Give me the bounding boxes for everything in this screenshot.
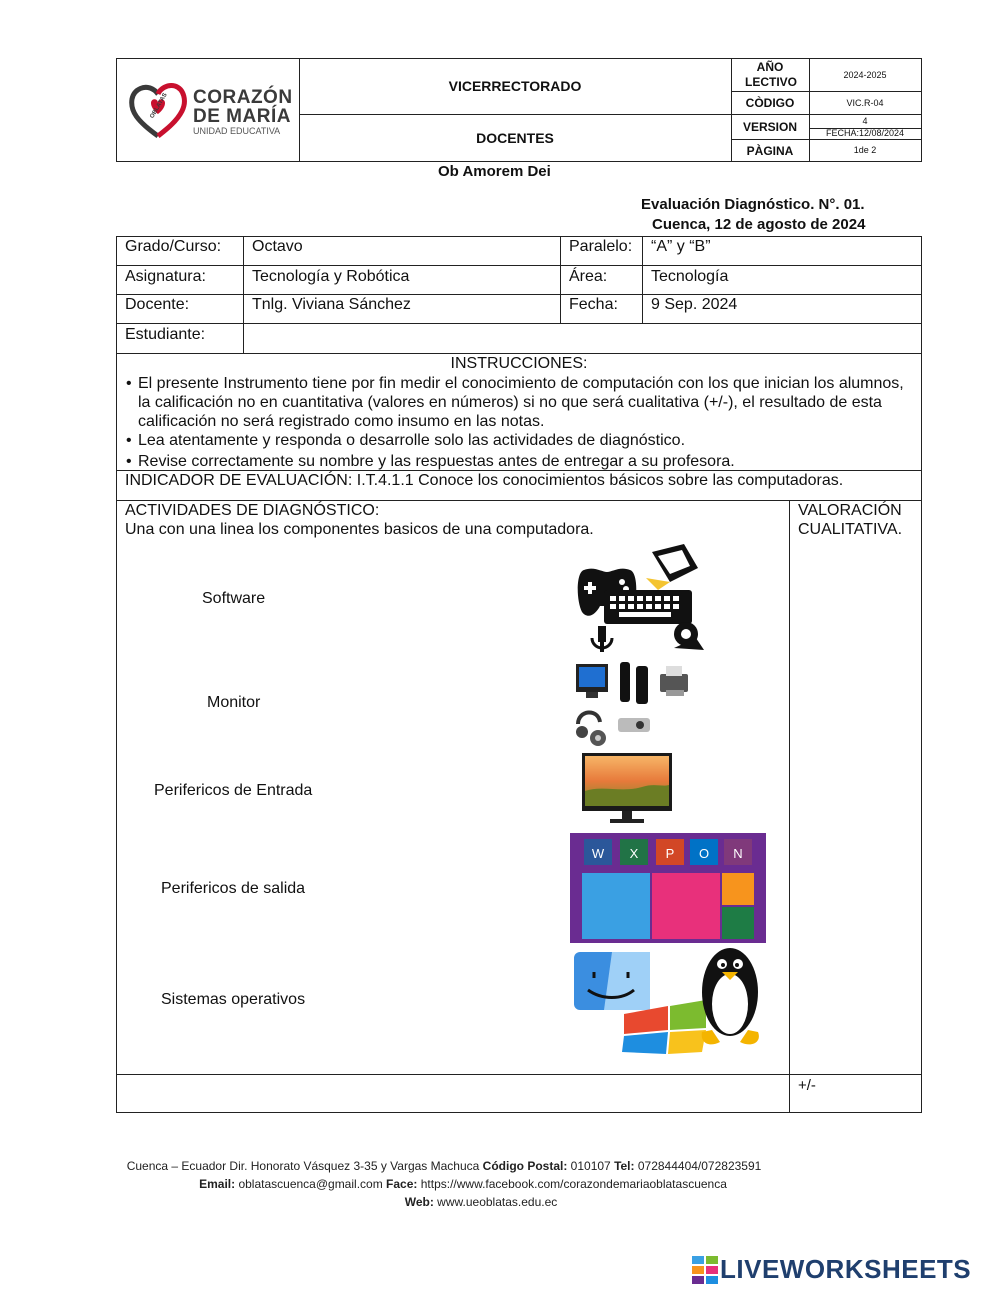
subject-value: Tecnología y Robótica <box>252 268 410 285</box>
instruction-item: • El presente Instrumento tiene por fin medir el conocimiento de computación con los que inician los alumnos, la calificación no en cuantitativa (valores en números) si no que será cualitativa (+/-), el resultado de esta calificación no será registrado como insumo en las notas. <box>124 374 916 431</box>
logo-line2: DE MARÍA <box>193 106 291 127</box>
operating-systems-image[interactable] <box>572 942 764 1054</box>
field-value-year: 2024-2025 <box>843 70 887 80</box>
logo-badge: OBLATAS <box>149 92 169 120</box>
logo-line1: CORAZÓN <box>193 87 293 108</box>
field-value-page: 1de 2 <box>853 145 877 155</box>
footer-address <box>0 1157 944 1175</box>
subject-label: Asignatura: <box>125 268 206 285</box>
teacher-value: Tnlg. Viviana Sánchez <box>252 296 411 313</box>
field-label-page: PÀGINA <box>746 144 794 158</box>
date-value: 9 Sep. 2024 <box>651 296 738 313</box>
logo-line3: UNIDAD EDUCATIVA <box>193 126 281 136</box>
grade-label: Grado/Curso: <box>125 238 222 255</box>
liveworksheets-logo-icon <box>692 1256 718 1284</box>
term-monitor[interactable]: Monitor <box>207 694 261 711</box>
svg-text:O: O <box>698 846 710 861</box>
term-software[interactable]: Software <box>202 590 266 607</box>
svg-text:P: P <box>665 846 675 861</box>
footer-address-text: Cuenca – Ecuador Dir. Honorato Vásquez 3-35 y Vargas Machuca <box>126 1159 483 1173</box>
liveworksheets-watermark <box>692 1254 971 1285</box>
grade-value: Octavo <box>252 238 303 255</box>
activities-title: ACTIVIDADES DE DIAGNÓSTICO: <box>125 502 380 519</box>
footer-web <box>0 1193 981 1211</box>
evaluation-indicator: INDICADOR DE EVALUACIÓN: I.T.4.1.1 Conoce los conocimientos básicos sobre las computadoras. <box>125 472 844 489</box>
instructions-title: INSTRUCCIONES: <box>450 355 588 372</box>
footer-facebook-link[interactable]: https://www.facebook.com/corazondemariaoblatascuenca <box>417 1177 727 1191</box>
footer-tel: 072844404/072823591 <box>634 1159 762 1173</box>
footer-postal-label: Código Postal: <box>482 1159 568 1173</box>
student-field[interactable] <box>250 326 914 348</box>
grading-title-1: VALORACIÓN <box>798 502 902 519</box>
office-title: VICERRECTORADO <box>448 78 582 94</box>
date-label: Fecha: <box>569 296 618 313</box>
area-value: Tecnología <box>651 268 729 285</box>
instruction-item: • Lea atentamente y responda o desarrolle solo las actividades de diagnóstico. <box>124 431 916 450</box>
output-peripherals-image[interactable] <box>574 660 694 748</box>
footer-contact <box>0 1175 963 1193</box>
footer-postal-code: 010107 <box>567 1159 615 1173</box>
input-peripherals-image[interactable] <box>574 542 708 654</box>
field-label-version: VERSION <box>742 120 797 134</box>
term-output-peripherals[interactable]: Perifericos de salida <box>161 880 306 897</box>
activities-prompt: Una con una linea los componentes basicos de una computadora. <box>125 521 594 538</box>
field-label-code: CÒDIGO <box>745 96 795 110</box>
monitor-image[interactable] <box>582 753 672 827</box>
motto: Ob Amorem Dei <box>438 163 551 180</box>
parallel-label: Paralelo: <box>569 238 633 255</box>
footer-tel-label: Tel: <box>614 1159 635 1173</box>
software-image[interactable] <box>570 833 766 943</box>
field-value-version-date: FECHA:12/08/2024 <box>825 128 905 138</box>
instructions-list <box>124 374 916 471</box>
parallel-value: “A” y “B” <box>651 238 711 255</box>
watermark-text: LIVEWORKSHEETS <box>720 1254 972 1284</box>
term-input-peripherals[interactable]: Perifericos de Entrada <box>154 782 313 799</box>
document-header <box>116 58 922 162</box>
field-label-year: AÑO LECTIVO <box>745 60 798 89</box>
footer-web-link[interactable]: www.ueoblatas.edu.ec <box>433 1195 558 1209</box>
area-label: Área: <box>569 268 608 285</box>
svg-text:X: X <box>629 846 639 861</box>
svg-text:W: W <box>591 846 605 861</box>
field-value-version: 4 <box>862 116 868 126</box>
student-label: Estudiante: <box>125 326 206 343</box>
school-logo <box>127 81 295 141</box>
instruction-item: • Revise correctamente su nombre y las respuestas antes de entregar a su profesora. <box>124 452 916 471</box>
footer-email-label: Email: <box>199 1177 236 1191</box>
teacher-label: Docente: <box>125 296 190 313</box>
svg-text:N: N <box>733 846 743 861</box>
footer-face-label: Face: <box>386 1177 418 1191</box>
grade-symbol: +/- <box>798 1077 816 1094</box>
evaluation-title: Evaluación Diagnóstico. N°. 01. <box>641 196 865 213</box>
audience-title: DOCENTES <box>476 130 554 146</box>
footer-web-label: Web: <box>404 1195 434 1209</box>
evaluation-place-date: Cuenca, 12 de agosto de 2024 <box>652 216 866 233</box>
term-operating-systems[interactable]: Sistemas operativos <box>161 991 306 1008</box>
footer-email[interactable]: oblatascuenca@gmail.com <box>235 1177 387 1191</box>
field-value-code: VIC.R-04 <box>846 98 884 108</box>
grading-title-2: CUALITATIVA. <box>798 521 903 538</box>
